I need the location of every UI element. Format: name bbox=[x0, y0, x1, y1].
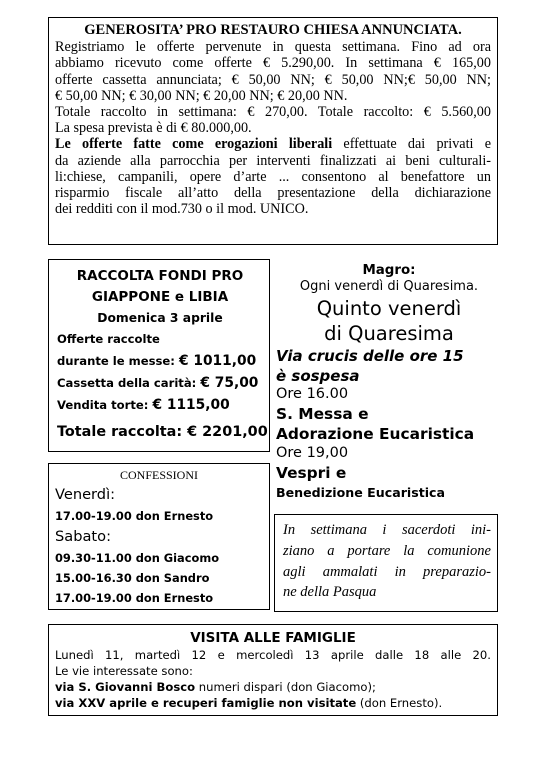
comunione-ammalati-box bbox=[274, 514, 498, 612]
erogazioni-line: risparmio fiscale all’atto della presentazione della dichiarazione bbox=[55, 185, 491, 202]
settimana-line: ziano a portare la comunione bbox=[283, 542, 491, 559]
torte-value: € 1115,00 bbox=[152, 397, 230, 413]
erogazioni-bold-lead: Le offerte fatte come erogazioni liberali bbox=[55, 136, 333, 153]
totale-row bbox=[57, 418, 268, 446]
generosita-line: La spesa prevista è di € 80.000,00. bbox=[55, 120, 252, 137]
erogazioni-line: da aziende alla parrocchia per interventi finalizzati ai beni culturali- bbox=[55, 152, 491, 169]
confessioni-slot: 17.00-19.00 don Ernesto bbox=[55, 591, 214, 605]
confessioni-slot: 09.30-11.00 don Giacomo bbox=[55, 551, 220, 565]
visita-line2: Le vie interessate sono: bbox=[55, 664, 193, 678]
erogazioni-rest: effettuate dai privati e bbox=[332, 136, 491, 153]
messe-label: durante le messe: bbox=[57, 354, 179, 368]
confessioni-box bbox=[48, 463, 270, 610]
event-2-line1: Vespri e bbox=[276, 464, 347, 482]
totale-value: € 2201,00 bbox=[187, 424, 268, 440]
generosita-line: Totale raccolto in settimana: € 270,00. Totale raccolto: € 5.560,00 bbox=[55, 104, 491, 121]
generosita-line: € 50,00 NN; € 30,00 NN; € 20,00 NN; € 20,00 NN. bbox=[55, 87, 348, 104]
event-1-line2: Adorazione Eucaristica bbox=[276, 425, 475, 443]
generosita-box bbox=[48, 17, 498, 245]
event-1-line1: S. Messa e bbox=[276, 405, 369, 423]
erogazioni-line: dei redditi con il mod.730 o il mod. UNICO. bbox=[55, 201, 309, 218]
magro-subtitle: Ogni venerdì di Quaresima. bbox=[299, 279, 479, 294]
raccolta-title-line2: GIAPPONE e LIBIA bbox=[91, 289, 229, 305]
generosita-line: offerte cassetta annunciata; € 50,00 NN; € 50,00 NN;€ 50,00 NN; bbox=[55, 71, 491, 88]
settimana-line: agli ammalati in preparazio- bbox=[283, 563, 491, 580]
via-xxv-aprile: via XXV aprile e recuperi famiglie non visitate bbox=[55, 696, 357, 710]
visita-line4 bbox=[55, 695, 491, 711]
via-bosco: via S. Giovanni Bosco bbox=[55, 680, 196, 694]
quaresima-heading: di Quaresima bbox=[324, 322, 454, 345]
raccolta-fondi-box bbox=[48, 259, 270, 452]
magro-title: Magro: bbox=[362, 263, 416, 278]
generosita-title: GENEROSITA’ PRO RESTAURO CHIESA ANNUNCIATA. bbox=[84, 22, 462, 38]
settimana-line: ne della Pasqua bbox=[283, 584, 377, 601]
torte-row bbox=[57, 394, 263, 416]
totale-label: Totale raccolta: bbox=[57, 424, 188, 440]
visita-famiglie-box bbox=[48, 624, 498, 716]
messe-value: € 1011,00 bbox=[178, 353, 257, 369]
visita-line3 bbox=[55, 679, 491, 695]
confessioni-slot: 17.00-19.00 don Ernesto bbox=[55, 509, 214, 523]
messe-row bbox=[57, 350, 263, 372]
confessioni-title: CONFESSIONI bbox=[119, 468, 198, 482]
venerdi-label: Venerdì: bbox=[55, 486, 116, 503]
via-xxv-aprile-rest: (don Ernesto). bbox=[356, 696, 443, 710]
erogazioni-line bbox=[55, 136, 491, 152]
cassetta-row bbox=[57, 372, 263, 394]
event-2-line2: Benedizione Eucaristica bbox=[276, 485, 446, 500]
time-2: Ore 19,00 bbox=[276, 445, 349, 461]
sabato-label: Sabato: bbox=[55, 528, 111, 545]
generosita-line: Registriamo le offerte pervenute in questa settimana. Fino ad ora bbox=[55, 39, 491, 56]
visita-title: VISITA ALLE FAMIGLIE bbox=[190, 630, 356, 646]
cassetta-label: Cassetta della carità: bbox=[57, 376, 201, 390]
magro-section bbox=[276, 262, 502, 512]
generosita-line: abbiamo ricevuto come offerte € 5.290,00. In settimana € 165,00 bbox=[55, 55, 491, 72]
visita-line1: Lunedì 11, martedì 12 e mercoledì 13 aprile dalle 18 alle 20. bbox=[55, 648, 491, 662]
via-crucis-line2: è sospesa bbox=[276, 367, 360, 385]
confessioni-slot: 15.00-16.30 don Sandro bbox=[55, 571, 210, 585]
via-crucis-line1: Via crucis delle ore 15 bbox=[276, 347, 464, 365]
quinto-venerdi-heading: Quinto venerdì bbox=[316, 297, 462, 320]
cassetta-value: € 75,00 bbox=[200, 375, 259, 391]
torte-label: Vendita torte: bbox=[57, 398, 153, 412]
time-1: Ore 16.00 bbox=[276, 386, 349, 402]
raccolta-title-line1: RACCOLTA FONDI PRO bbox=[76, 268, 244, 284]
settimana-line: In settimana i sacerdoti ini- bbox=[283, 522, 491, 538]
via-bosco-rest: numeri dispari (don Giacomo); bbox=[195, 680, 376, 694]
erogazioni-line: li:chiese, campanili, opere d’arte ... consentono al benefattore un bbox=[55, 168, 491, 185]
offerte-label: Offerte raccolte bbox=[57, 332, 160, 346]
raccolta-date: Domenica 3 aprile bbox=[97, 311, 223, 325]
